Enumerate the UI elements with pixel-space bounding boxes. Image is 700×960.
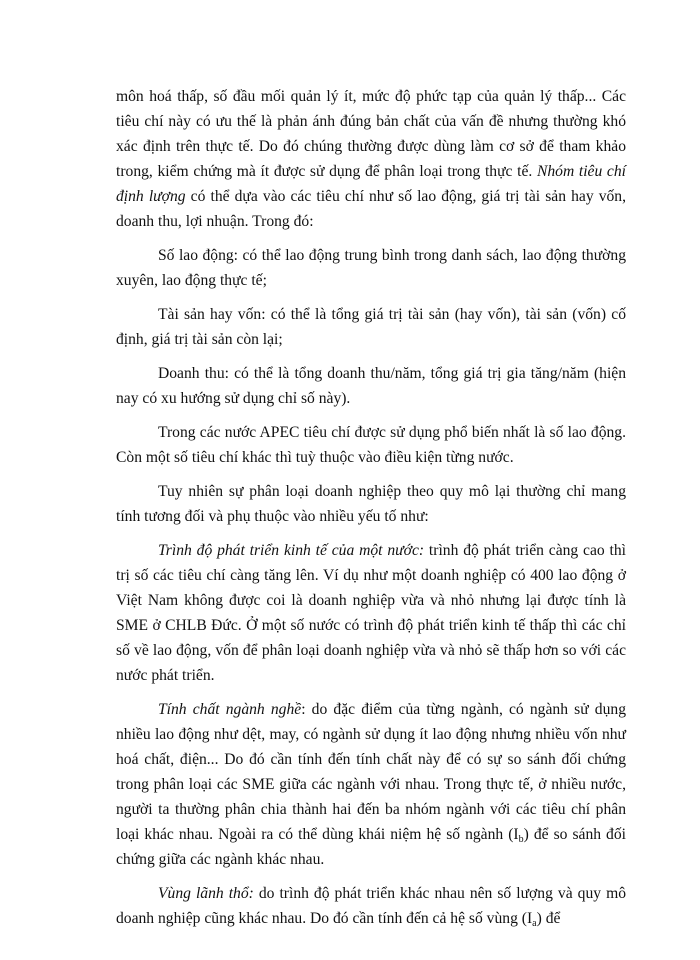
paragraph-industry — [116, 697, 626, 872]
paragraph-apec: Trong các nước APEC tiêu chí được sử dụng phổ biến nhất là số lao động. Còn một số tiêu chí khác thì tuỳ thuộc vào điều kiện từng nước. — [116, 424, 626, 466]
paragraph-assets: Tài sản hay vốn: có thể là tổng giá trị tài sản (hay vốn), tài sản (vốn) cố định, giá trị tài sản còn lại; — [116, 306, 626, 348]
italic-term: Tính chất ngành nghề — [158, 701, 302, 718]
paragraph-factors: Tuy nhiên sự phân loại doanh nghiệp theo quy mô lại thường chỉ mang tính tương đối và phụ thuộc vào nhiều yếu tố như: — [116, 483, 626, 525]
italic-term: Trình độ phát triển kinh tế của một nước: — [158, 542, 425, 559]
text-run: : do đặc điểm của từng ngành, có ngành sử dụng nhiều lao động như dệt, may, có ngành sử dụng ít lao động nhưng nhiều vốn như hoá chất, điện... Do đó cần tính đến tính chất này để có sự so sánh đối chứng trong phân loại các SME giữa các ngành với nhau. Trong thực tế, ở nhiều nước, người ta thường phân chia thành hai đến ba nhóm ngành với các tiêu chí phân loại khác nhau. Ngoài ra có thể dùng khái niệm hệ số ngành (I — [116, 701, 626, 843]
text-run: do trình độ phát triển khác nhau nên số lượng và quy mô doanh nghiệp cũng khác nhau. Do đó cần tính đến cả hệ số vùng (I — [116, 885, 626, 927]
text-run: ) để — [536, 910, 561, 927]
paragraph-revenue: Doanh thu: có thể là tổng doanh thu/năm, tổng giá trị gia tăng/năm (hiện nay có xu hướng sử dụng chỉ số này). — [116, 365, 626, 407]
paragraph-region — [116, 881, 626, 931]
subscript: a — [532, 918, 537, 929]
paragraph-criteria-intro — [116, 84, 626, 234]
text-run: ) để so sánh đối chứng giữa các ngành khác nhau. — [116, 826, 626, 868]
italic-term: Vùng lãnh thổ: — [158, 885, 254, 902]
text-run: môn hoá thấp, số đầu mối quản lý ít, mức độ phức tạp của quản lý thấp... Các tiêu chí này có ưu thế là phản ánh đúng bản chất của vấn đề nhưng thường khó xác định trên thực tế. Do đó chúng thường được dùng làm cơ sở để tham khảo trong, kiểm chứng mà ít được sử dụng để phân loại trong thực tế. — [116, 88, 626, 180]
text-run: trình độ phát triển càng cao thì trị số các tiêu chí càng tăng lên. Ví dụ như một doanh nghiệp có 400 lao động ở Việt Nam không được coi là doanh nghiệp vừa và nhỏ nhưng lại được tính là SME ở CHLB Đức. Ở một số nước có trình độ phát triển kinh tế thấp thì các chỉ số về lao động, vốn để phân loại doanh nghiệp vừa và nhỏ sẽ thấp hơn so với các nước phát triển. — [116, 542, 626, 684]
italic-term: Nhóm tiêu chí định lượng — [116, 163, 626, 205]
text-run: có thể dựa vào các tiêu chí như số lao động, giá trị tài sản hay vốn, doanh thu, lợi nhuận. Trong đó: — [116, 188, 626, 230]
document-body — [116, 84, 626, 940]
paragraph-economic-level — [116, 538, 626, 688]
subscript: b — [518, 834, 524, 845]
paragraph-labor: Số lao động: có thể lao động trung bình trong danh sách, lao động thường xuyên, lao động thực tế; — [116, 247, 626, 289]
